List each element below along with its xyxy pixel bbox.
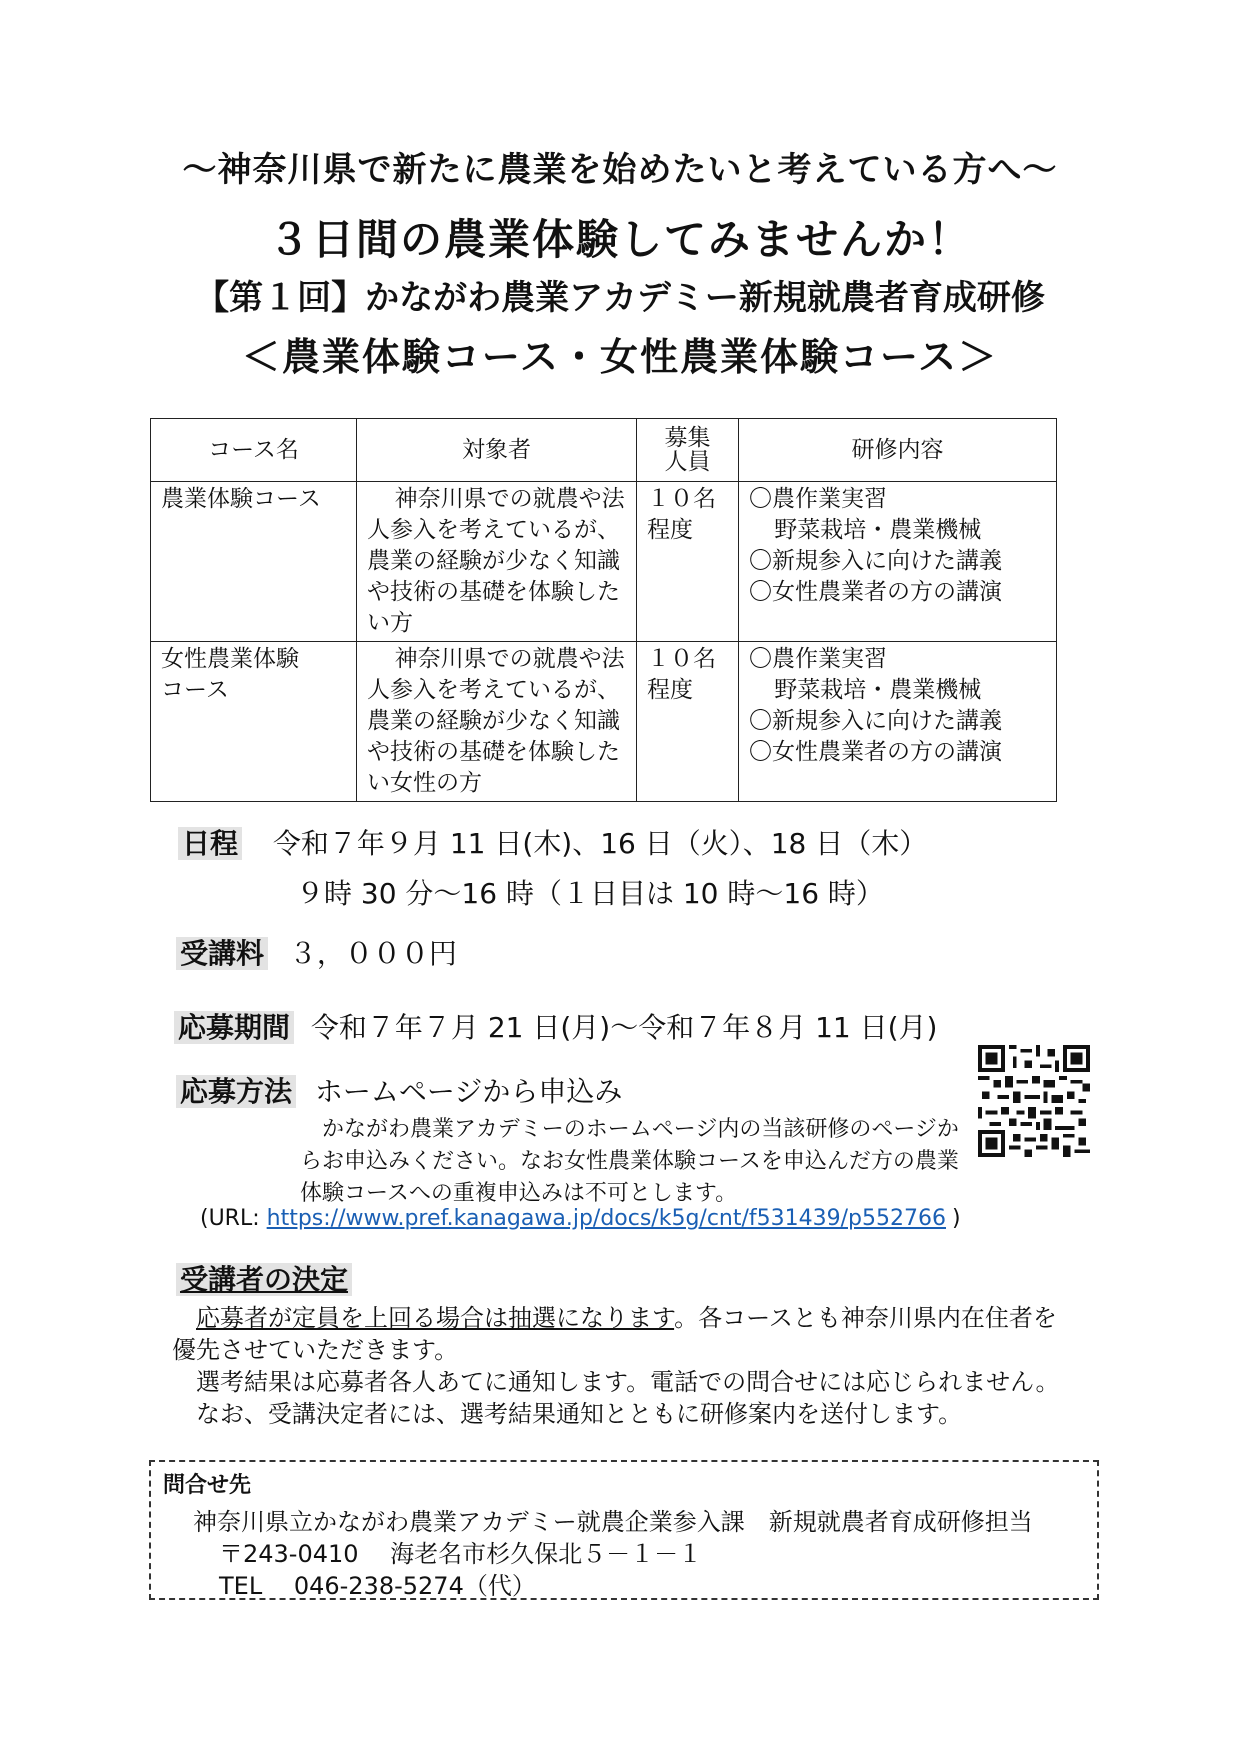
table-header-row — [151, 419, 1057, 482]
contact-heading: 問合せ先 — [163, 1473, 252, 1498]
course-name: 農業体験コース — [151, 482, 357, 642]
method-value: ホームページから申込み — [314, 1075, 623, 1108]
decision-heading — [176, 1258, 352, 1298]
table-row — [151, 482, 1057, 642]
capacity-cell: １０名 程度 — [637, 642, 739, 802]
decision-line-3: 選考結果は応募者各人あてに通知します。電話での問合せには応じられません。 — [196, 1368, 1060, 1396]
period-value: 令和７年７月 21 日(月)～令和７年８月 11 日(月) — [310, 1011, 938, 1044]
schedule-times: ９時 30 分～16 時（１日目は 10 時～16 時） — [296, 877, 884, 910]
course-name: 女性農業体験 コース — [151, 642, 357, 802]
fee-label: 受講料 — [176, 937, 268, 970]
contact-box — [149, 1460, 1099, 1600]
course-table — [150, 418, 1057, 802]
target-cell: 神奈川県での就農や法人参入を考えているが、農業の経験が少なく知識や技術の基礎を体験したい女性の方 — [357, 642, 637, 802]
qr-code[interactable] — [978, 1045, 1090, 1157]
fee-value: ３，０００円 — [288, 937, 457, 970]
decision-line-1: 応募者が定員を上回る場合は抽選になります。各コースとも神奈川県内在住者を — [196, 1304, 1057, 1332]
fee-line — [176, 932, 457, 972]
decision-line-2: 優先させていただきます。 — [172, 1336, 459, 1364]
header-target: 対象者 — [357, 419, 637, 482]
table-row — [151, 642, 1057, 802]
main-title: ３日間の農業体験してみませんか！ — [267, 215, 972, 264]
header-course: コース名 — [151, 419, 357, 482]
method-desc-1: かながわ農業アカデミーのホームページ内の当該研修のページか — [322, 1117, 959, 1142]
header-content: 研修内容 — [739, 419, 1057, 482]
decision-label: 受講者の決定 — [176, 1263, 352, 1296]
schedule-label: 日程 — [178, 827, 242, 860]
header-capacity: 募集 人員 — [637, 419, 739, 482]
method-desc-2: らお申込みください。なお女性農業体験コースを申込んだ方の農業 — [300, 1149, 959, 1174]
contact-address: 〒243-0410 海老名市杉久保北５－１－１ — [219, 1540, 703, 1568]
content-cell: 〇農作業実習 野菜栽培・農業機械 〇新規参入に向けた講義 〇女性農業者の方の講演 — [739, 642, 1057, 802]
url-line: (URL: https://www.pref.kanagawa.jp/docs/k5g/cnt/f531439/p552766 ) — [200, 1206, 961, 1231]
method-label: 応募方法 — [176, 1075, 296, 1108]
period-label: 応募期間 — [174, 1011, 294, 1044]
method-desc-3: 体験コースへの重複申込みは不可とします。 — [300, 1181, 738, 1206]
target-cell: 神奈川県での就農や法人参入を考えているが、農業の経験が少なく知識や技術の基礎を体験したい方 — [357, 482, 637, 642]
schedule-line — [178, 822, 927, 862]
decision-line-4: なお、受講決定者には、選考結果通知とともに研修案内を送付します。 — [196, 1400, 963, 1428]
contact-tel: TEL 046-238-5274（代） — [219, 1572, 536, 1600]
content-cell: 〇農作業実習 野菜栽培・農業機械 〇新規参入に向けた講義 〇女性農業者の方の講演 — [739, 482, 1057, 642]
method-line — [176, 1070, 622, 1110]
program-title: 【第１回】かながわ農業アカデミー新規就農者育成研修 — [195, 278, 1045, 318]
contact-org: 神奈川県立かながわ農業アカデミー就農企業参入課 新規就農者育成研修担当 — [193, 1508, 1033, 1536]
application-url-link[interactable]: https://www.pref.kanagawa.jp/docs/k5g/cnt/f531439/p552766 — [266, 1206, 946, 1231]
capacity-cell: １０名 程度 — [637, 482, 739, 642]
course-title: ＜農業体験コース・女性農業体験コース＞ — [241, 335, 999, 379]
period-line — [174, 1006, 937, 1046]
schedule-dates: 令和７年９月 11 日(木)、16 日（火）、18 日（木） — [272, 827, 928, 860]
subtitle: ～神奈川県で新たに農業を始めたいと考えている方へ～ — [182, 150, 1058, 190]
